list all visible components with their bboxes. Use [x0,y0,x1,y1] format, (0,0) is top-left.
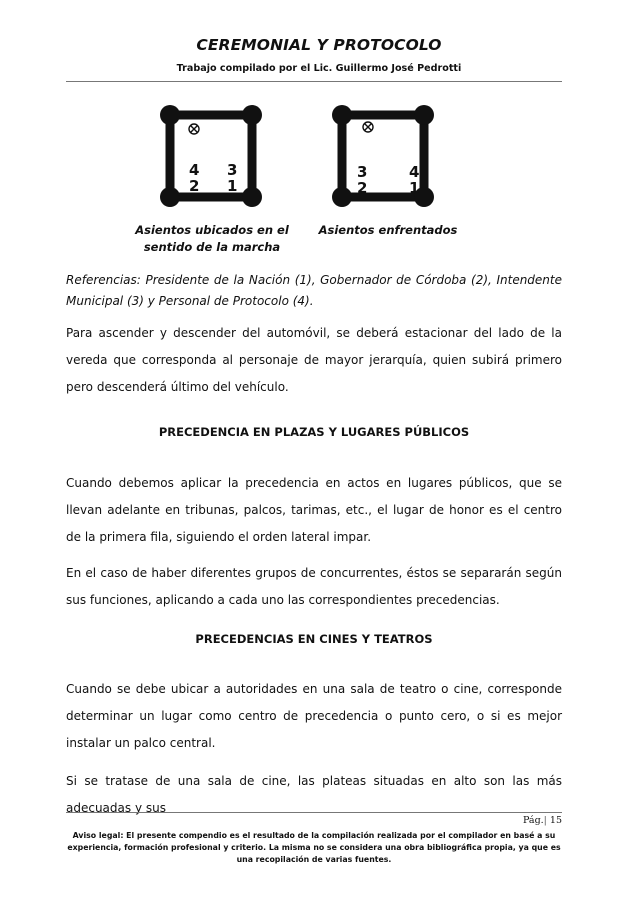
seat-number: 3 [227,161,238,179]
wheel-icon [160,187,180,207]
wheel-icon [160,105,180,125]
footer-divider [66,812,562,813]
seat-number: 4 [189,161,200,179]
page-number-value: 15 [549,815,562,826]
seat-number: 1 [409,179,420,197]
wheel-icon [242,105,262,125]
car-seating-diagram-forward [160,105,262,207]
diagram-caption: Asientos ubicados en el sentido de la marcha [135,223,289,254]
diagram-caption: Asientos enfrentados [318,223,458,237]
seat-number: 2 [189,177,200,195]
steering-wheel-icon [363,122,373,132]
seat-number: 2 [357,179,368,197]
wheel-icon [332,105,352,125]
car-seating-diagram-facing [332,105,434,207]
section-heading: PRECEDENCIAS EN CINES Y TEATROS [195,632,433,646]
page-label: Pág. [522,815,544,826]
references-note: Referencias: Presidente de la Nación (1), Gobernador de Córdoba (2), Intendente Municipal (3) y Personal de Protocolo (4). [66,273,562,308]
steering-wheel-icon [189,124,199,134]
header-divider [66,81,562,82]
body-paragraph: Si se tratase de una sala de cine, las plateas situadas en alto son las más adecuadas y sus [66,774,562,815]
body-paragraph: Cuando debemos aplicar la precedencia en actos en lugares públicos, que se llevan adelante en tribunas, palcos, tarimas, etc., el lugar de honor es el centro de la primera fila, siguiendo el orden lateral impar. [66,476,562,544]
section-heading: PRECEDENCIA EN PLAZAS Y LUGARES PÚBLICOS [158,425,470,439]
wheel-icon [242,187,262,207]
seat-number: 3 [357,163,368,181]
wheel-icon [414,105,434,125]
wheel-icon [332,187,352,207]
seat-number: 4 [409,163,420,181]
page-number: Pág.| 15 [522,815,562,826]
document-title: CEREMONIAL Y PROTOCOLO [196,36,442,54]
legal-notice: Aviso legal: El presente compendio es el resultado de la compilación realizada por el compilador en basé a su experiencia, formación profesional y criterio. La misma no se considera una obra bibliográfica propia, ya que es una recopilación de varias fuentes. [67,831,561,864]
seat-number: 1 [227,177,238,195]
body-paragraph: Cuando se debe ubicar a autoridades en una sala de teatro o cine, corresponde determinar un lugar como centro de precedencia o punto cero, o si es mejor instalar un palco central. [66,682,562,750]
body-paragraph: Para ascender y descender del automóvil, se deberá estacionar del lado de la vereda que corresponda al personaje de mayor jerarquía, quien subirá primero pero descenderá último del vehículo. [66,326,562,394]
document-subtitle: Trabajo compilado por el Lic. Guillermo José Pedrotti [176,63,462,74]
body-paragraph: En el caso de haber diferentes grupos de concurrentes, éstos se separarán según sus funciones, aplicando a cada uno las correspondientes precedencias. [66,566,562,607]
